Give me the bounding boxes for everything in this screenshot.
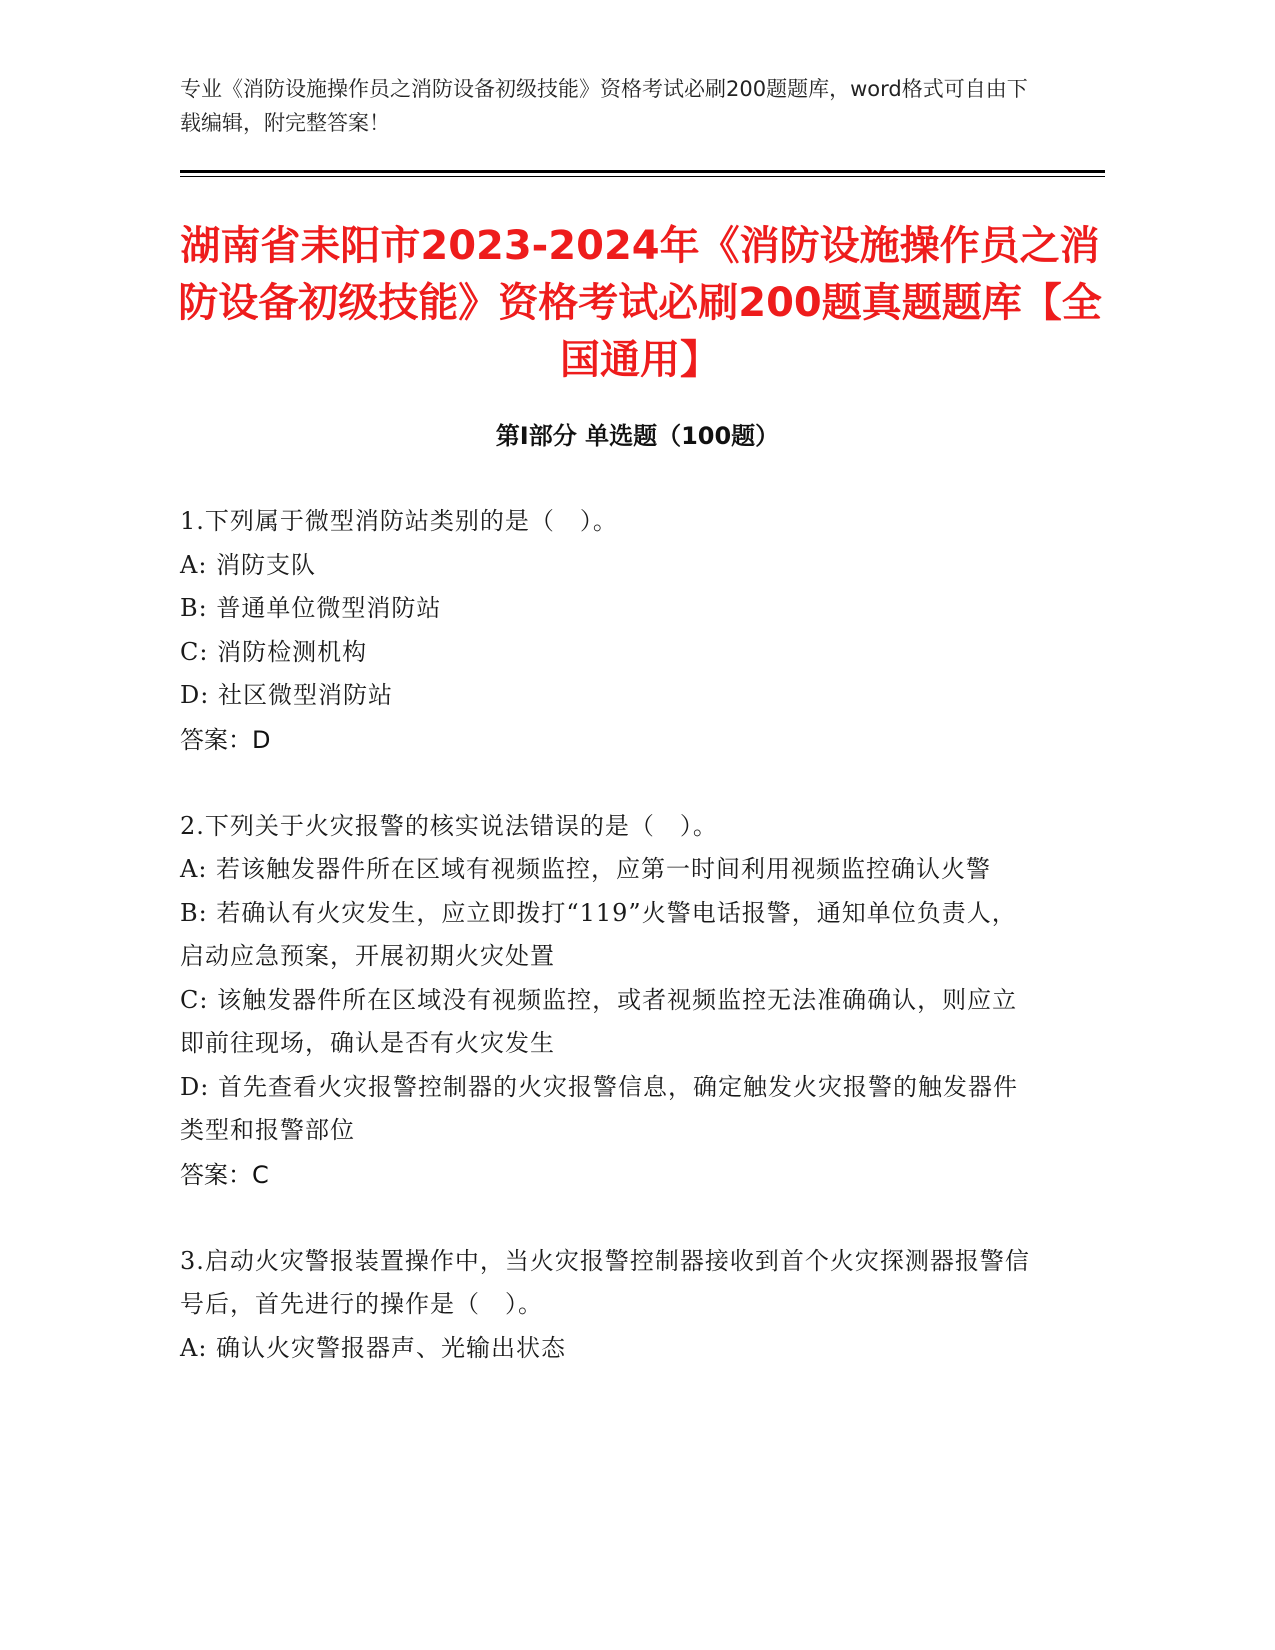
option-a: A: 确认火灾警报器声、光输出状态 bbox=[180, 1333, 567, 1362]
question-stem: 3.启动火灾警报装置操作中，当火灾报警控制器接收到首个火灾探测器报警信号后，首先进行的操作是（ ）。 bbox=[180, 1246, 1030, 1318]
document-title: 湖南省耒阳市2023-2024年《消防设施操作员之消防设备初级技能》资格考试必刷200题真题题库【全国通用】 bbox=[178, 223, 1102, 383]
answer: 答案：D bbox=[180, 725, 271, 754]
question-2 bbox=[180, 805, 1040, 1197]
answer: 答案：C bbox=[180, 1160, 269, 1189]
option-d: D: 社区微型消防站 bbox=[180, 681, 393, 709]
option-c: C: 该触发器件所在区域没有视频监控，或者视频监控无法准确确认，则应立即前往现场，确认是否有火灾发生 bbox=[180, 985, 1018, 1057]
option-b: B: 若确认有火灾发生，应立即拨打“119”火警电话报警，通知单位负责人，启动应急预案，开展初期火灾处置 bbox=[180, 898, 1017, 970]
header-note: 专业《消防设施操作员之消防设备初级技能》资格考试必刷200题题库，word格式可自由下载编辑，附完整答案！ bbox=[180, 77, 1028, 135]
question-3 bbox=[180, 1240, 1040, 1371]
option-b: B: 普通单位微型消防站 bbox=[180, 594, 442, 622]
option-d: D: 首先查看火灾报警控制器的火灾报警信息，确定触发火灾报警的触发器件类型和报警部位 bbox=[180, 1072, 1018, 1144]
section-title: 第I部分 单选题（100题） bbox=[495, 422, 780, 450]
question-list bbox=[180, 500, 1040, 1413]
question-stem: 1.下列属于微型消防站类别的是（ ）。 bbox=[180, 507, 618, 535]
question-stem: 2.下列关于火灾报警的核实说法错误的是（ ）。 bbox=[180, 811, 718, 840]
option-a: A: 若该触发器件所在区域有视频监控，应第一时间利用视频监控确认火警 bbox=[180, 855, 992, 883]
option-c: C: 消防检测机构 bbox=[180, 637, 368, 666]
option-a: A: 消防支队 bbox=[180, 550, 317, 579]
header-rule-thick bbox=[180, 170, 1105, 173]
header-rule-thin bbox=[180, 176, 1105, 177]
question-1 bbox=[180, 500, 1040, 762]
